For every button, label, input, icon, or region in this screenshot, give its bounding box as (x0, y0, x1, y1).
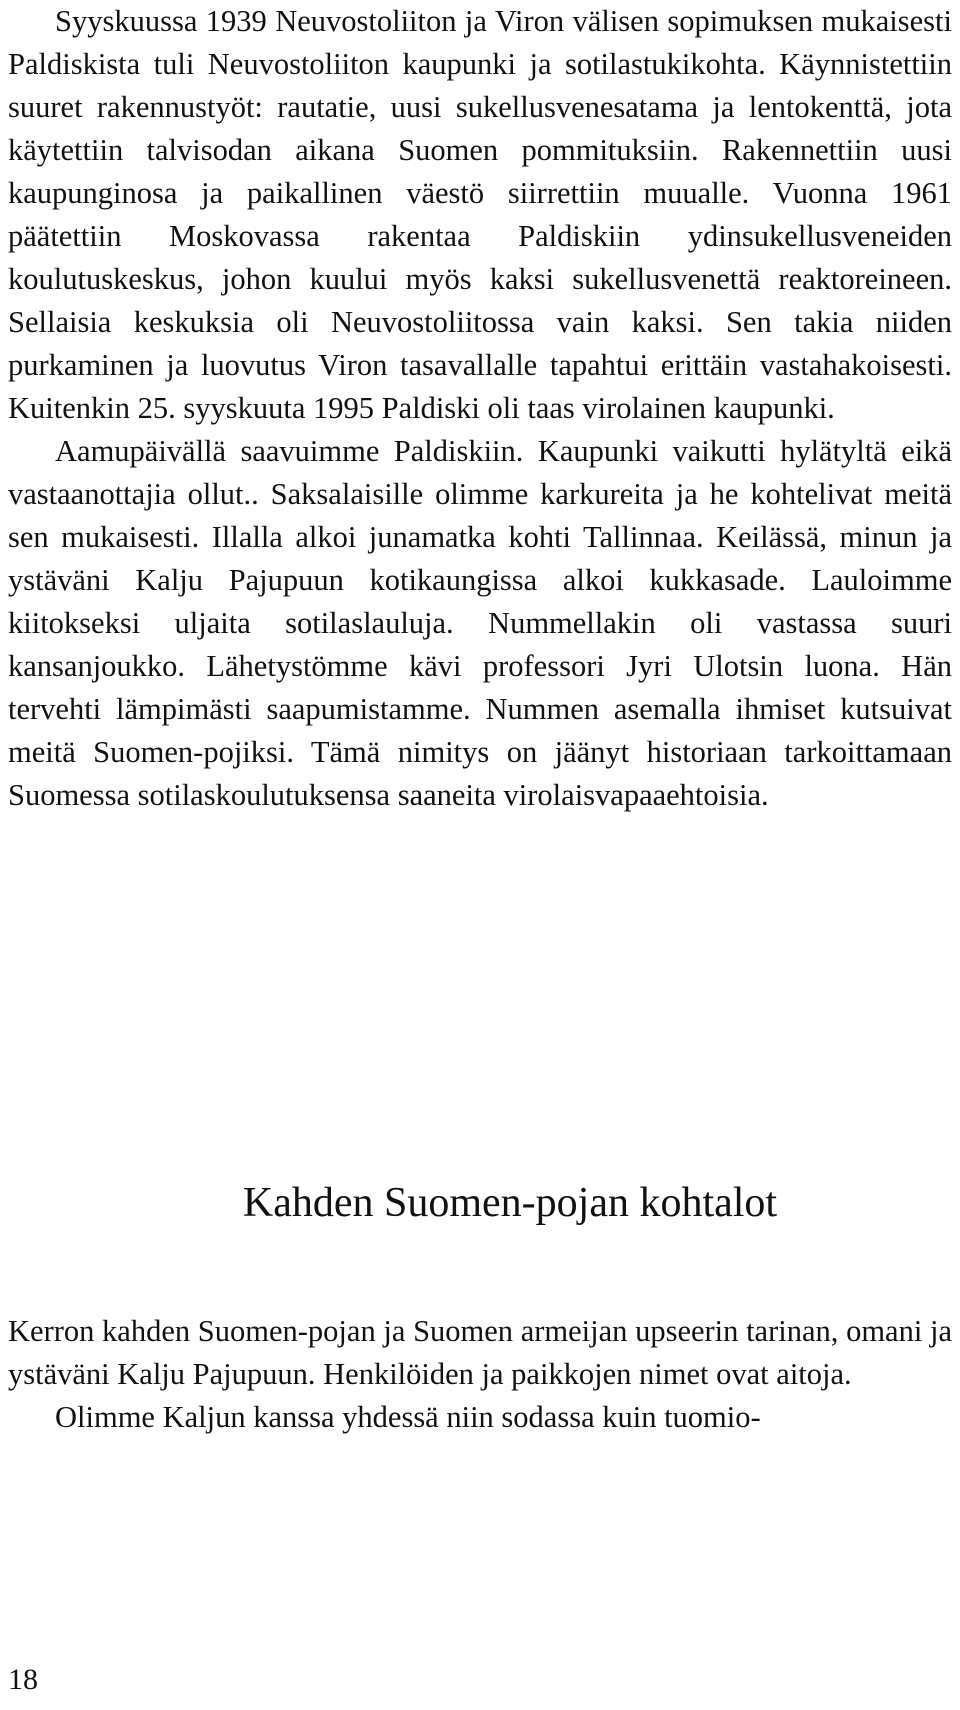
paragraph-intro: Kerron kahden Suomen-pojan ja Suomen armeijan upseerin tarinan, omani ja ystäväni Kalju Pajupuun. Henkilöiden ja paikkojen nimet ovat aitoja. (8, 1314, 952, 1391)
section-heading: Kahden Suomen-pojan kohtalot (242, 1180, 778, 1226)
text-section-two-boys (8, 1310, 952, 1439)
paragraph-continued: Olimme Kaljun kanssa yhdessä niin sodassa kuin tuomio- (55, 1400, 761, 1434)
paragraph-arrival: Aamupäivällä saavuimme Paldiskiin. Kaupunki vaikutti hylätyltä eikä vastaanottajia ollut.. Saksalaisille olimme karkureita ja he kohtelivat meitä sen mukaisesti. Illalla alkoi junamatka kohti Tallinnaa. Keilässä, minun ja ystäväni Kalju Pajupuun kotikaungissa alkoi kukkasade. Lauloimme kiitokseksi uljaita sotilaslauluja. Nummellakin oli vastassa suuri kansanjoukko. Lähetystömme kävi professori Jyri Ulotsin luona. Hän tervehti lämpimästi saapumistamme. Nummen asemalla ihmiset kutsuivat meitä Suomen-pojiksi. Tämä nimitys on jäänyt historiaan tarkoittamaan Suomessa sotilaskoulutuksensa saaneita virolaisvapaaehtoisia. (8, 434, 952, 812)
page-number: 18 (8, 1663, 38, 1696)
text-section-paldiski (8, 0, 952, 817)
paragraph-history: Syyskuussa 1939 Neuvostoliiton ja Viron välisen sopimuksen mukaisesti Paldiskista tuli Neuvostoliiton kaupunki ja sotilastukikohta. Käynnistettiin suuret rakennustyöt: rautatie, uusi sukellusvenesatama ja lentokenttä, jota käytettiin talvisodan aikana Suomen pommituksiin. Rakennettiin uusi kaupunginosa ja paikallinen väestö siirrettiin muualle. Vuonna 1961 päätettiin Moskovassa rakentaa Paldiskiin ydinsukellusveneiden koulutuskeskus, johon kuului myös kaksi sukellusvenettä reaktoreineen. Sellaisia keskuksia oli Neuvostoliitossa vain kaksi. Sen takia niiden purkaminen ja luovutus Viron tasavallalle tapahtui erittäin vastahakoisesti. Kuitenkin 25. syyskuuta 1995 Paldiski oli taas virolainen kaupunki. (8, 4, 952, 425)
book-page (8, 0, 952, 1710)
